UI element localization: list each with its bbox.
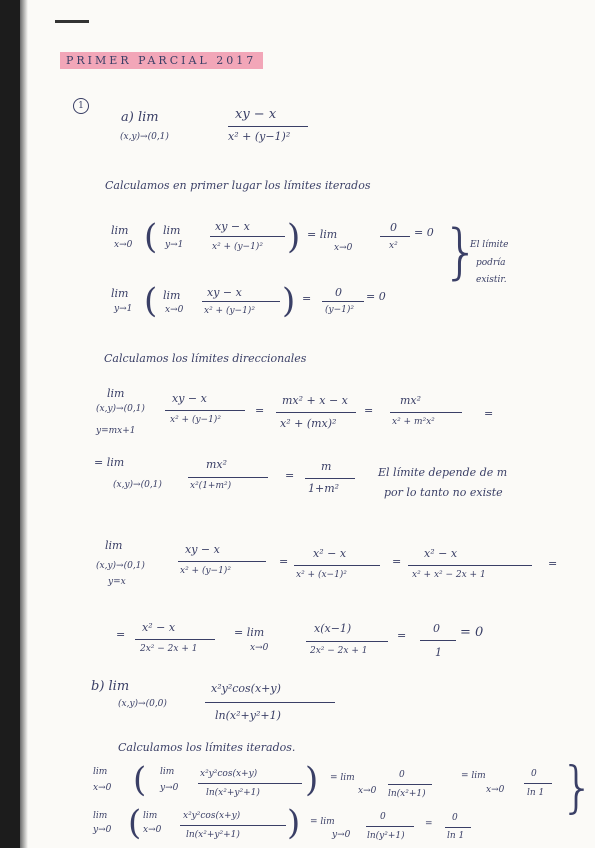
dir4-lim: = lim bbox=[234, 626, 265, 639]
it2-lim-inner: lim bbox=[163, 289, 181, 302]
dir1-num: xy − x bbox=[172, 392, 207, 405]
it1-den2: x² bbox=[389, 241, 398, 251]
fraction-bar bbox=[388, 784, 432, 785]
dir1-num2: mx² + x − x bbox=[282, 394, 348, 407]
dir1-lim: lim bbox=[107, 387, 125, 400]
fraction-bar bbox=[408, 565, 532, 566]
part-b-num: x²y²cos(x+y) bbox=[211, 682, 281, 695]
close-paren: ) bbox=[287, 217, 301, 257]
page-title: PRIMER PARCIAL 2017 bbox=[66, 54, 257, 67]
itb2-sub2: y→0 bbox=[332, 830, 351, 840]
dir2-sub: (x,y)→(0,1) bbox=[113, 480, 162, 490]
itb2-num2: 0 bbox=[380, 812, 386, 822]
brace-note-2: podría bbox=[476, 258, 506, 268]
right-brace: } bbox=[560, 755, 595, 819]
fraction-bar bbox=[380, 236, 410, 237]
fraction-bar bbox=[445, 827, 471, 828]
itb2-den3: ln 1 bbox=[447, 831, 465, 841]
it1-res: = 0 bbox=[414, 226, 434, 239]
dir1-num3: mx² bbox=[400, 394, 422, 407]
fraction-bar bbox=[165, 410, 245, 411]
fraction-bar bbox=[188, 477, 268, 478]
scan-shadow bbox=[20, 0, 28, 848]
it2-num: xy − x bbox=[207, 286, 242, 299]
itb1-num2: 0 bbox=[399, 770, 405, 780]
part-a-sub: (x,y)→(0,1) bbox=[120, 132, 169, 142]
eq-sign: = bbox=[302, 292, 312, 305]
dir4-den: 2x² − 2x + 1 bbox=[140, 644, 198, 654]
directional-title: Calculamos los límites direccionales bbox=[104, 352, 307, 365]
dir4-num: x² − x bbox=[142, 621, 176, 634]
fraction-bar bbox=[420, 640, 456, 641]
scan-edge bbox=[0, 0, 20, 848]
itb1-eq: = lim bbox=[330, 773, 355, 783]
right-brace: } bbox=[442, 217, 481, 287]
dir2-num2: m bbox=[321, 460, 332, 473]
fraction-bar bbox=[305, 478, 355, 479]
it1-den: x² + (y−1)² bbox=[212, 242, 263, 252]
fraction-bar bbox=[524, 783, 552, 784]
it1-sub-inner: y→1 bbox=[165, 240, 184, 250]
fraction-bar bbox=[276, 412, 356, 413]
dir4-num3: 0 bbox=[433, 622, 440, 635]
eq-sign: = bbox=[364, 404, 374, 417]
eq-sign: = bbox=[548, 557, 558, 570]
itb1-den: ln(x²+y²+1) bbox=[206, 788, 260, 798]
fraction-bar bbox=[228, 126, 308, 127]
it2-num2: 0 bbox=[335, 286, 342, 299]
dir4-den2: 2x² − 2x + 1 bbox=[310, 646, 368, 656]
it1-lim: lim bbox=[111, 224, 129, 237]
fraction-bar bbox=[366, 826, 414, 827]
eq-sign: = bbox=[285, 469, 295, 482]
eq-sign: = bbox=[279, 555, 289, 568]
part-a-den: x² + (y−1)² bbox=[228, 130, 291, 143]
itb1-sub3: x→0 bbox=[486, 785, 505, 795]
it2-sub-inner: x→0 bbox=[165, 305, 184, 315]
it2-den: x² + (y−1)² bbox=[204, 306, 255, 316]
it1-num2: 0 bbox=[390, 221, 397, 234]
dir4-num2: x(x−1) bbox=[314, 622, 352, 635]
fraction-bar bbox=[180, 825, 286, 826]
it1-lim-inner: lim bbox=[163, 224, 181, 237]
it1-sub: x→0 bbox=[114, 240, 133, 250]
itb1-sub: x→0 bbox=[93, 783, 112, 793]
iterated-b-title: Calculamos los límites iterados. bbox=[118, 741, 296, 754]
dir3-den2: x² + (x−1)² bbox=[296, 570, 347, 580]
dir3-den3: x² + x² − 2x + 1 bbox=[412, 570, 486, 580]
itb1-den3: ln 1 bbox=[527, 788, 545, 798]
dir4-den3: 1 bbox=[435, 646, 442, 659]
problem-number: 1 bbox=[73, 98, 89, 114]
dir3-sub1: (x,y)→(0,1) bbox=[96, 561, 145, 571]
open-paren: ( bbox=[144, 217, 158, 257]
dir2-note2: por lo tanto no existe bbox=[384, 486, 503, 499]
dir2-den2: 1+m² bbox=[308, 482, 340, 495]
itb1-sub-inner: y→0 bbox=[160, 783, 179, 793]
eq-sign: = bbox=[392, 555, 402, 568]
dir1-sub2: y=mx+1 bbox=[96, 426, 136, 436]
itb2-num: x²y²cos(x+y) bbox=[183, 811, 241, 821]
dir3-num3: x² − x bbox=[424, 547, 458, 560]
it2-den2: (y−1)² bbox=[325, 305, 354, 315]
close-paren: ) bbox=[305, 760, 319, 800]
itb2-num3: 0 bbox=[452, 813, 458, 823]
itb2-den: ln(x²+y²+1) bbox=[186, 830, 240, 840]
itb2-eq2: = bbox=[425, 819, 433, 829]
itb2-lim-inner: lim bbox=[143, 811, 158, 821]
dir3-den: x² + (y−1)² bbox=[180, 566, 231, 576]
dir3-lim: lim bbox=[105, 539, 123, 552]
eq-sign: = bbox=[484, 407, 494, 420]
part-a-label: a) lim bbox=[121, 110, 159, 125]
fraction-bar bbox=[178, 561, 266, 562]
itb1-num: x²y²cos(x+y) bbox=[200, 769, 258, 779]
fraction-bar bbox=[198, 783, 302, 784]
fraction-bar bbox=[202, 301, 280, 302]
itb2-sub-inner: x→0 bbox=[143, 825, 162, 835]
itb1-sub2: x→0 bbox=[358, 786, 377, 796]
it2-lim: lim bbox=[111, 287, 129, 300]
dir4-res: = 0 bbox=[460, 625, 484, 640]
dir1-den: x² + (y−1)² bbox=[170, 415, 221, 425]
itb1-num3: 0 bbox=[531, 769, 537, 779]
itb1-lim-inner: lim bbox=[160, 767, 175, 777]
it1-sub2: x→0 bbox=[334, 243, 353, 253]
it2-sub: y→1 bbox=[114, 304, 133, 314]
dir2-lead: = lim bbox=[94, 456, 125, 469]
dir1-den3: x² + m²x² bbox=[392, 417, 435, 427]
top-mark bbox=[55, 20, 89, 23]
eq-sign: = bbox=[397, 629, 407, 642]
part-b-den: ln(x²+y²+1) bbox=[215, 709, 281, 722]
fraction-bar bbox=[306, 641, 388, 642]
eq-sign: = bbox=[116, 628, 126, 641]
itb1-den2: ln(x²+1) bbox=[388, 789, 426, 799]
iterated-title: Calculamos en primer lugar los límites iterados bbox=[105, 179, 371, 192]
it2-res: = 0 bbox=[366, 290, 386, 303]
eq-sign: = bbox=[255, 404, 265, 417]
part-a-num: xy − x bbox=[235, 107, 277, 122]
it1-eq: = lim bbox=[307, 228, 338, 241]
itb2-eq: = lim bbox=[310, 817, 335, 827]
itb2-sub: y→0 bbox=[93, 825, 112, 835]
fraction-bar bbox=[135, 639, 215, 640]
itb1-lim: lim bbox=[93, 767, 108, 777]
fraction-bar bbox=[294, 565, 380, 566]
dir2-num: mx² bbox=[206, 458, 228, 471]
brace-note-1: El límite bbox=[470, 240, 509, 250]
open-paren: ( bbox=[133, 760, 147, 800]
dir2-den: x²(1+m²) bbox=[190, 481, 232, 491]
open-paren: ( bbox=[128, 803, 142, 843]
itb2-den2: ln(y²+1) bbox=[367, 831, 405, 841]
dir3-num: xy − x bbox=[185, 543, 220, 556]
dir1-den2: x² + (mx)² bbox=[280, 417, 337, 430]
close-paren: ) bbox=[287, 803, 301, 843]
dir3-sub2: y=x bbox=[108, 577, 126, 587]
fraction-bar bbox=[205, 702, 335, 703]
fraction-bar bbox=[322, 301, 364, 302]
itb2-lim: lim bbox=[93, 811, 108, 821]
itb1-eq2: = lim bbox=[461, 771, 486, 781]
brace-note-3: existir. bbox=[476, 275, 507, 285]
part-b-label: b) lim bbox=[91, 679, 130, 694]
it1-num: xy − x bbox=[215, 220, 250, 233]
fraction-bar bbox=[390, 412, 462, 413]
close-paren: ) bbox=[282, 281, 296, 321]
open-paren: ( bbox=[144, 281, 158, 321]
dir1-sub1: (x,y)→(0,1) bbox=[96, 404, 145, 414]
dir3-num2: x² − x bbox=[313, 547, 347, 560]
dir4-sub: x→0 bbox=[250, 643, 269, 653]
part-b-sub: (x,y)→(0,0) bbox=[118, 699, 167, 709]
dir2-note1: El límite depende de m bbox=[378, 466, 508, 479]
fraction-bar bbox=[210, 236, 285, 237]
